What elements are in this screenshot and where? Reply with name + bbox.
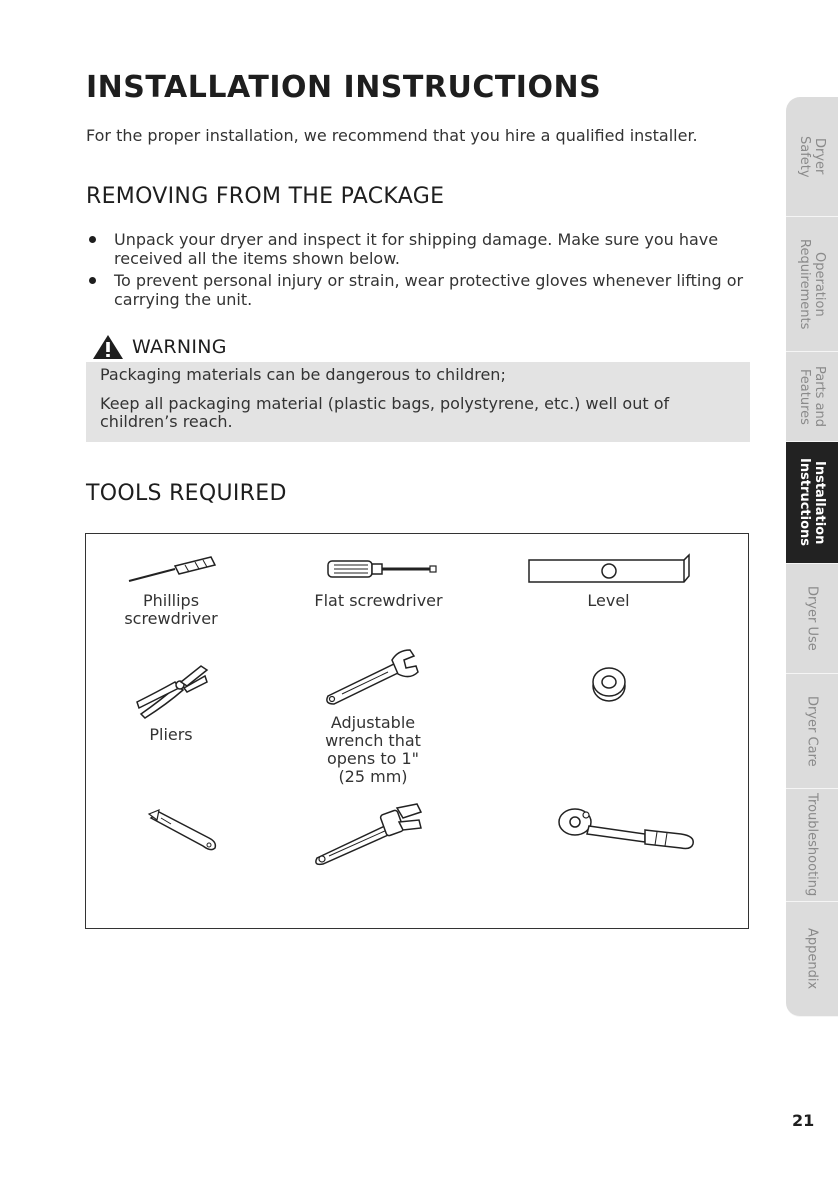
tab-label: Installation Instructions [797, 458, 827, 547]
tab-label: Dryer Use [804, 586, 820, 651]
tool-phillips-screwdriver [106, 552, 236, 628]
intro-text: For the proper installation, we recommend that you hire a qualified installer. [86, 126, 698, 145]
warning-label: WARNING [132, 336, 227, 358]
tool-pliers [126, 662, 216, 744]
tool-adjustable-wrench [308, 646, 438, 786]
tab-operation-requirements[interactable] [786, 217, 838, 352]
warning-line: Keep all packaging material (plastic bags, polystyrene, etc.) well out of children’s reach. [100, 394, 670, 431]
utility-knife-icon [141, 806, 221, 856]
tool-label: Level [587, 591, 630, 610]
tab-label: Dryer Safety [797, 135, 827, 178]
tab-dryer-use[interactable] [786, 564, 838, 674]
tool-tape-roll [579, 664, 639, 704]
tools-heading: TOOLS REQUIRED [86, 481, 287, 506]
removing-heading: REMOVING FROM THE PACKAGE [86, 184, 445, 209]
tab-label: Appendix [804, 928, 820, 990]
tool-ratchet [548, 806, 708, 856]
warning-header [92, 334, 227, 360]
pliers-icon [131, 662, 211, 720]
tab-label: Parts and Features [797, 365, 827, 428]
bullet-dot-icon [89, 236, 96, 243]
warning-box [86, 362, 750, 442]
tab-appendix[interactable] [786, 902, 838, 1017]
warning-triangle-icon [92, 334, 124, 360]
bullet-dot-icon [89, 277, 96, 284]
tool-pipe-wrench [304, 802, 434, 868]
bullet-text: Unpack your dryer and inspect it for shipping damage. Make sure you have received all the items shown below. [114, 230, 719, 268]
tab-label: Troubleshooting [804, 793, 820, 897]
tool-label-line: (25 mm) [338, 767, 408, 786]
tab-parts-and-features[interactable] [786, 352, 838, 442]
tools-box [85, 533, 749, 929]
tab-dryer-care[interactable] [786, 674, 838, 789]
tool-label-line: screwdriver [124, 609, 218, 628]
tool-utility-knife [136, 806, 226, 856]
page-title: INSTALLATION INSTRUCTIONS [86, 70, 602, 105]
phillips-screwdriver-icon [121, 552, 221, 586]
tool-level [521, 552, 696, 610]
removing-bullet-list [86, 230, 746, 312]
flat-screwdriver-icon [314, 552, 444, 586]
ratchet-icon [553, 806, 703, 856]
tab-label: Operation Requirements [797, 238, 827, 330]
tab-troubleshooting[interactable] [786, 789, 838, 902]
adjustable-wrench-icon [318, 646, 428, 708]
warning-line: Packaging materials can be dangerous to children; [100, 365, 506, 384]
tool-label [106, 592, 236, 628]
page-number: 21 [792, 1111, 815, 1130]
tab-installation-instructions[interactable] [786, 442, 838, 564]
tool-flat-screwdriver [301, 552, 456, 610]
tool-label-line: Adjustable [330, 713, 416, 732]
tool-label: Pliers [149, 725, 193, 744]
tool-label-line: opens to 1" [326, 749, 420, 768]
tape-roll-icon [589, 664, 629, 704]
tool-label [308, 714, 438, 786]
tab-dryer-safety[interactable] [786, 97, 838, 217]
tool-label-line: wrench that [325, 731, 421, 750]
bullet-text: To prevent personal injury or strain, wear protective gloves whenever lifting or carrying the unit. [114, 271, 744, 309]
bullet-item [86, 271, 746, 309]
tool-label-line: Phillips [142, 591, 200, 610]
pipe-wrench-icon [309, 802, 429, 868]
level-icon [524, 552, 694, 586]
tab-label: Dryer Care [804, 695, 820, 767]
tool-label: Flat screwdriver [314, 591, 443, 610]
bullet-item [86, 230, 746, 268]
